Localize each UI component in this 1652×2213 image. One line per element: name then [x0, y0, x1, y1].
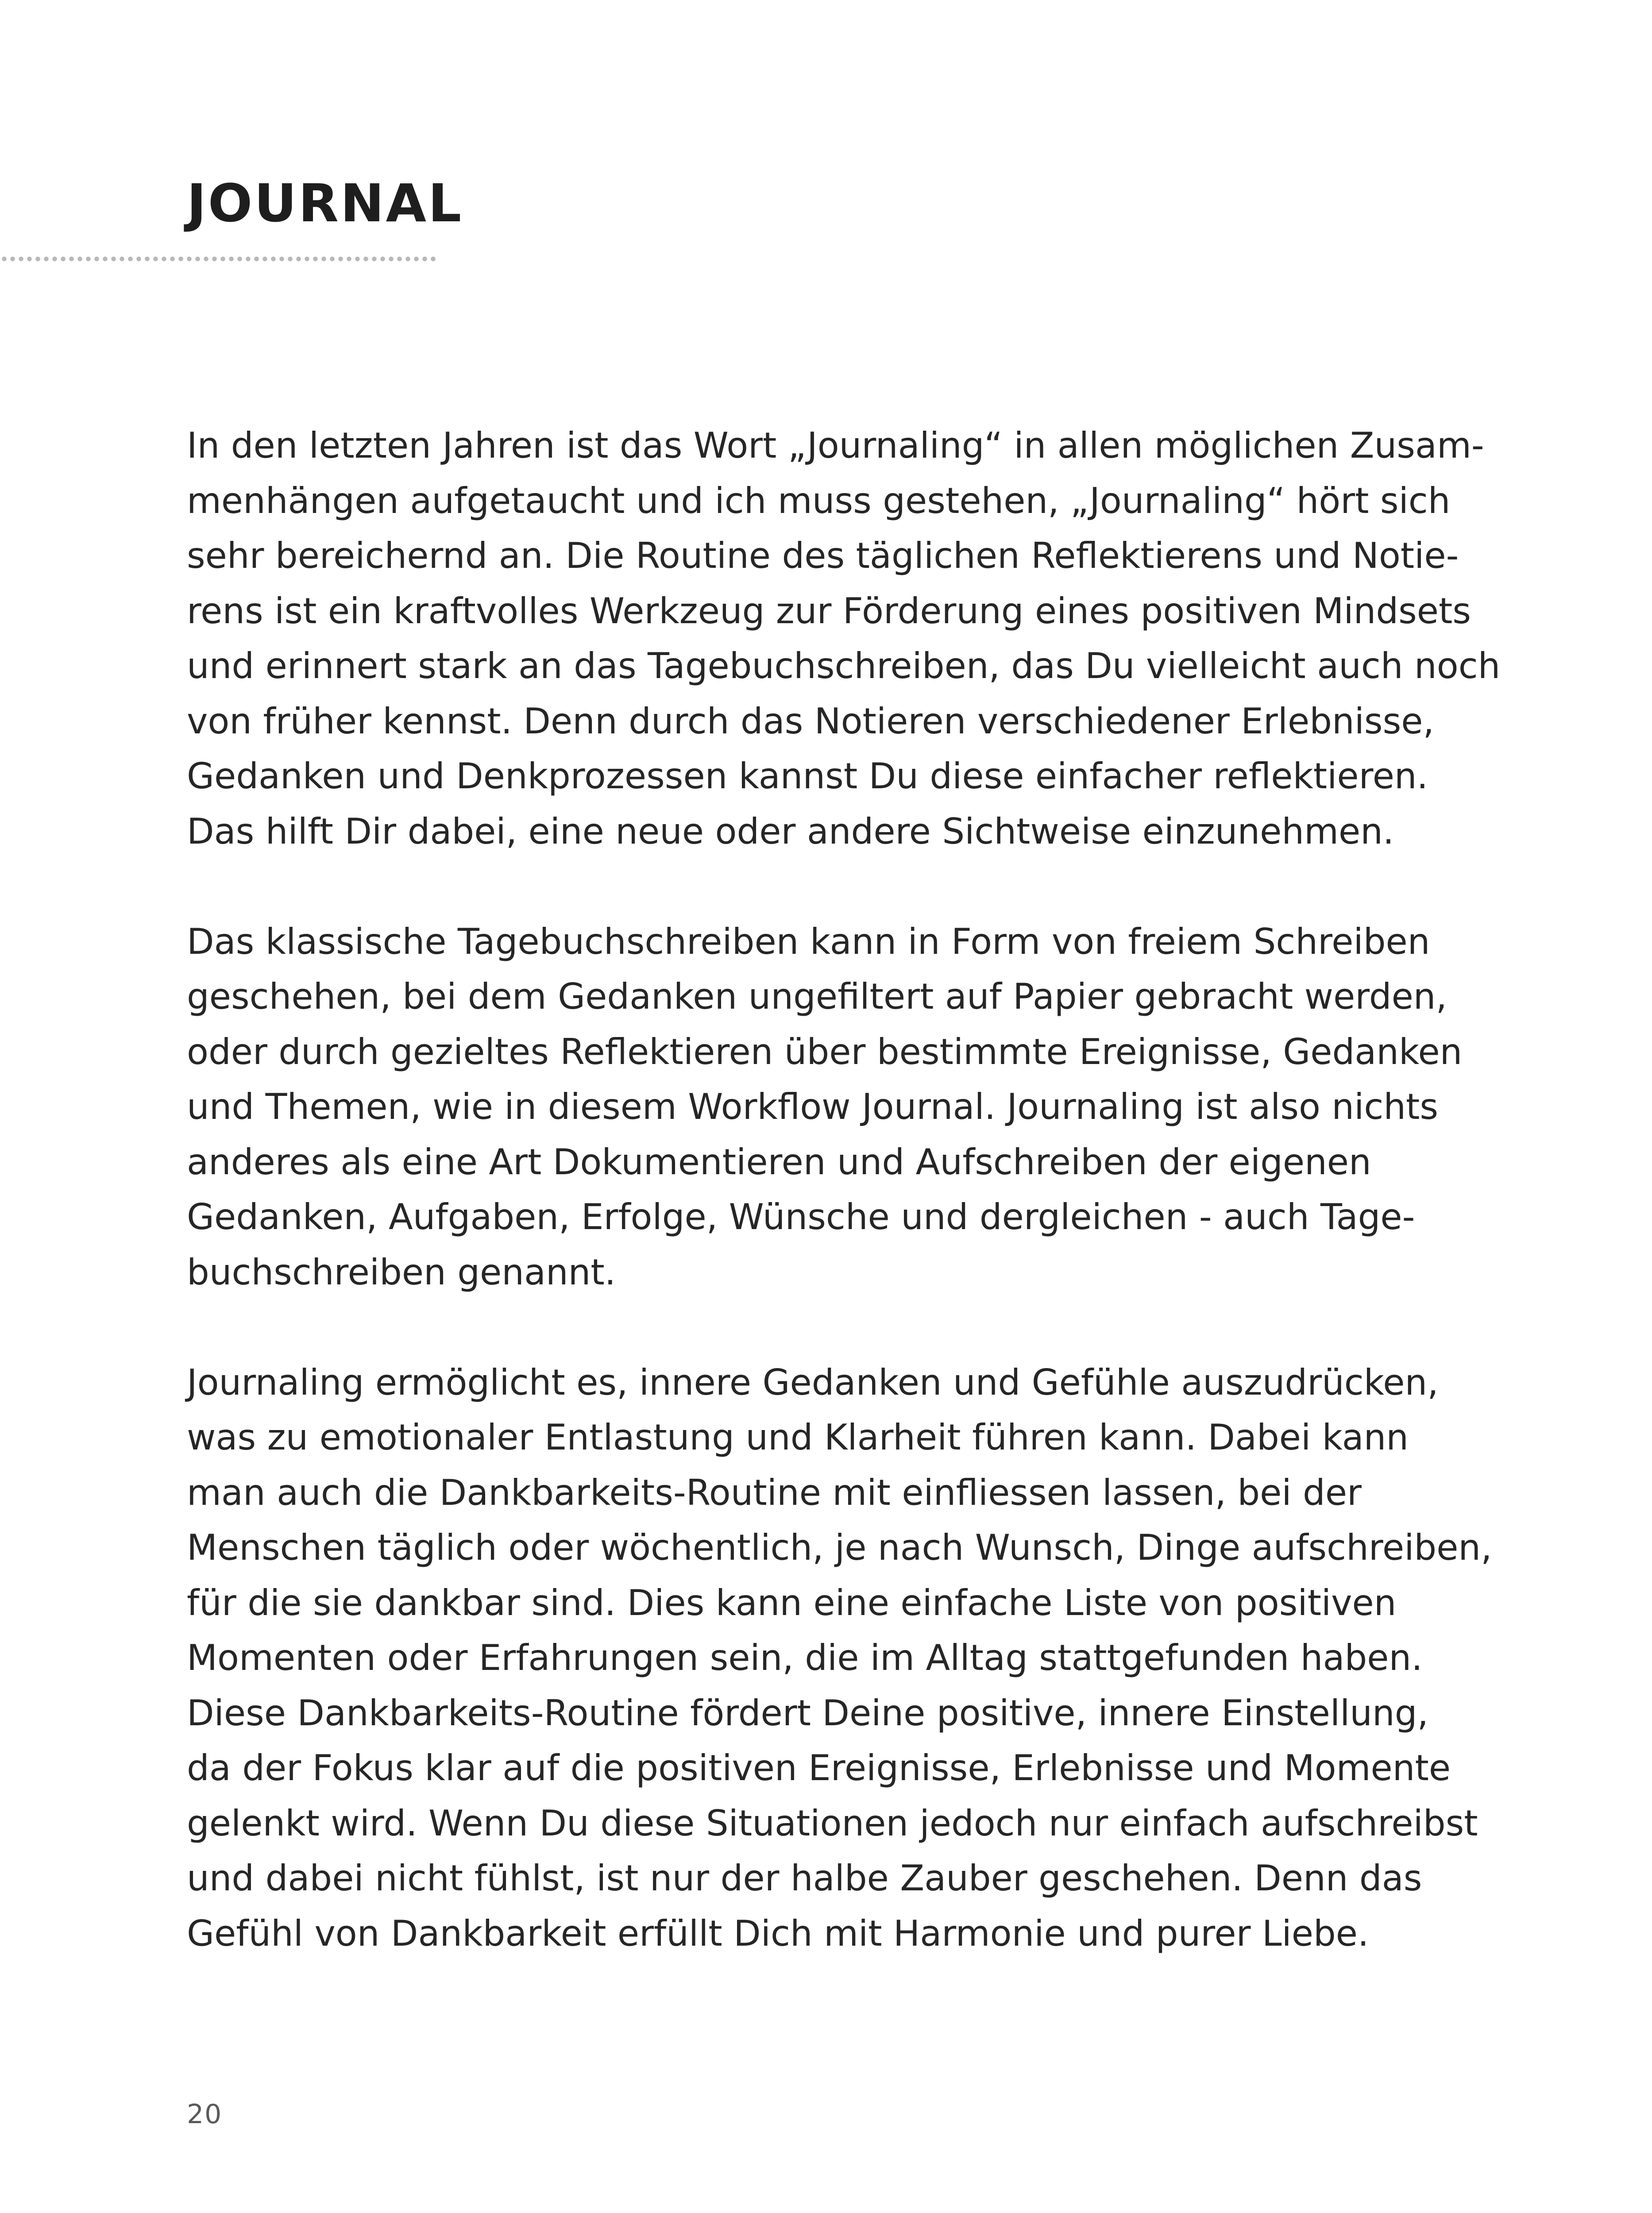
text-line: anderes als eine Art Dokumentieren und Aufschreiben der eigenen	[187, 1141, 1371, 1183]
text-line: Gedanken und Denkprozessen kannst Du diese einfacher reflektieren.	[187, 756, 1428, 797]
text-line: Das hilft Dir dabei, eine neue oder andere Sichtweise einzunehmen.	[187, 810, 1394, 852]
text-line: Journaling ermöglicht es, innere Gedanken und Gefühle auszudrücken,	[187, 1361, 1439, 1403]
text-line: Gedanken, Aufgaben, Erfolge, Wünsche und dergleichen - auch Tage-	[187, 1196, 1415, 1238]
text-line: Gefühl von Dankbarkeit erfüllt Dich mit Harmonie und purer Liebe.	[187, 1912, 1369, 1954]
paragraph-2	[187, 914, 1479, 1300]
text-line: sehr bereichernd an. Die Routine des täglichen Reflektierens und Notie-	[187, 535, 1459, 576]
text-line: menhängen aufgetaucht und ich muss gestehen, „Journaling“ hört sich	[187, 480, 1451, 521]
paragraph-1	[187, 418, 1501, 859]
page-number: 20	[187, 2099, 223, 2130]
paragraph-3	[187, 1355, 1492, 1962]
text-line: buchschreiben genannt.	[187, 1251, 616, 1293]
text-line: für die sie dankbar sind. Dies kann eine einfache Liste von positiven	[187, 1582, 1397, 1623]
text-line: da der Fokus klar auf die positiven Ereignisse, Erlebnisse und Momente	[187, 1747, 1451, 1789]
text-line: In den letzten Jahren ist das Wort „Journaling“ in allen möglichen Zusam-	[187, 425, 1484, 466]
text-line: man auch die Dankbarkeits-Routine mit einfliessen lassen, bei der	[187, 1472, 1362, 1513]
text-line: Das klassische Tagebuchschreiben kann in Form von freiem Schreiben	[187, 921, 1430, 962]
text-line: Momenten oder Erfahrungen sein, die im Alltag stattgefunden haben.	[187, 1637, 1423, 1678]
text-line: gelenkt wird. Wenn Du diese Situationen jedoch nur einfach aufschreibst	[187, 1802, 1478, 1844]
text-line: was zu emotionaler Entlastung und Klarheit führen kann. Dabei kann	[187, 1417, 1409, 1458]
text-line: und Themen, wie in diesem Workflow Journal. Journaling ist also nichts	[187, 1086, 1439, 1127]
text-line: Diese Dankbarkeits-Routine fördert Deine positive, innere Einstellung,	[187, 1692, 1428, 1734]
body-text	[187, 418, 1501, 1961]
dotted-divider	[0, 256, 439, 262]
text-line: geschehen, bei dem Gedanken ungefiltert auf Papier gebracht werden,	[187, 976, 1447, 1017]
text-line: von früher kennst. Denn durch das Notieren verschiedener Erlebnisse,	[187, 700, 1434, 742]
text-line: und dabei nicht fühlst, ist nur der halbe Zauber geschehen. Denn das	[187, 1858, 1422, 1899]
text-line: und erinnert stark an das Tagebuchschreiben, das Du vielleicht auch noch	[187, 645, 1501, 686]
text-line: Menschen täglich oder wöchentlich, je nach Wunsch, Dinge aufschreiben,	[187, 1527, 1492, 1568]
page-heading: JOURNAL	[187, 173, 463, 234]
text-line: oder durch gezieltes Reflektieren über bestimmte Ereignisse, Gedanken	[187, 1031, 1463, 1072]
text-line: rens ist ein kraftvolles Werkzeug zur Förderung eines positiven Mindsets	[187, 590, 1471, 632]
